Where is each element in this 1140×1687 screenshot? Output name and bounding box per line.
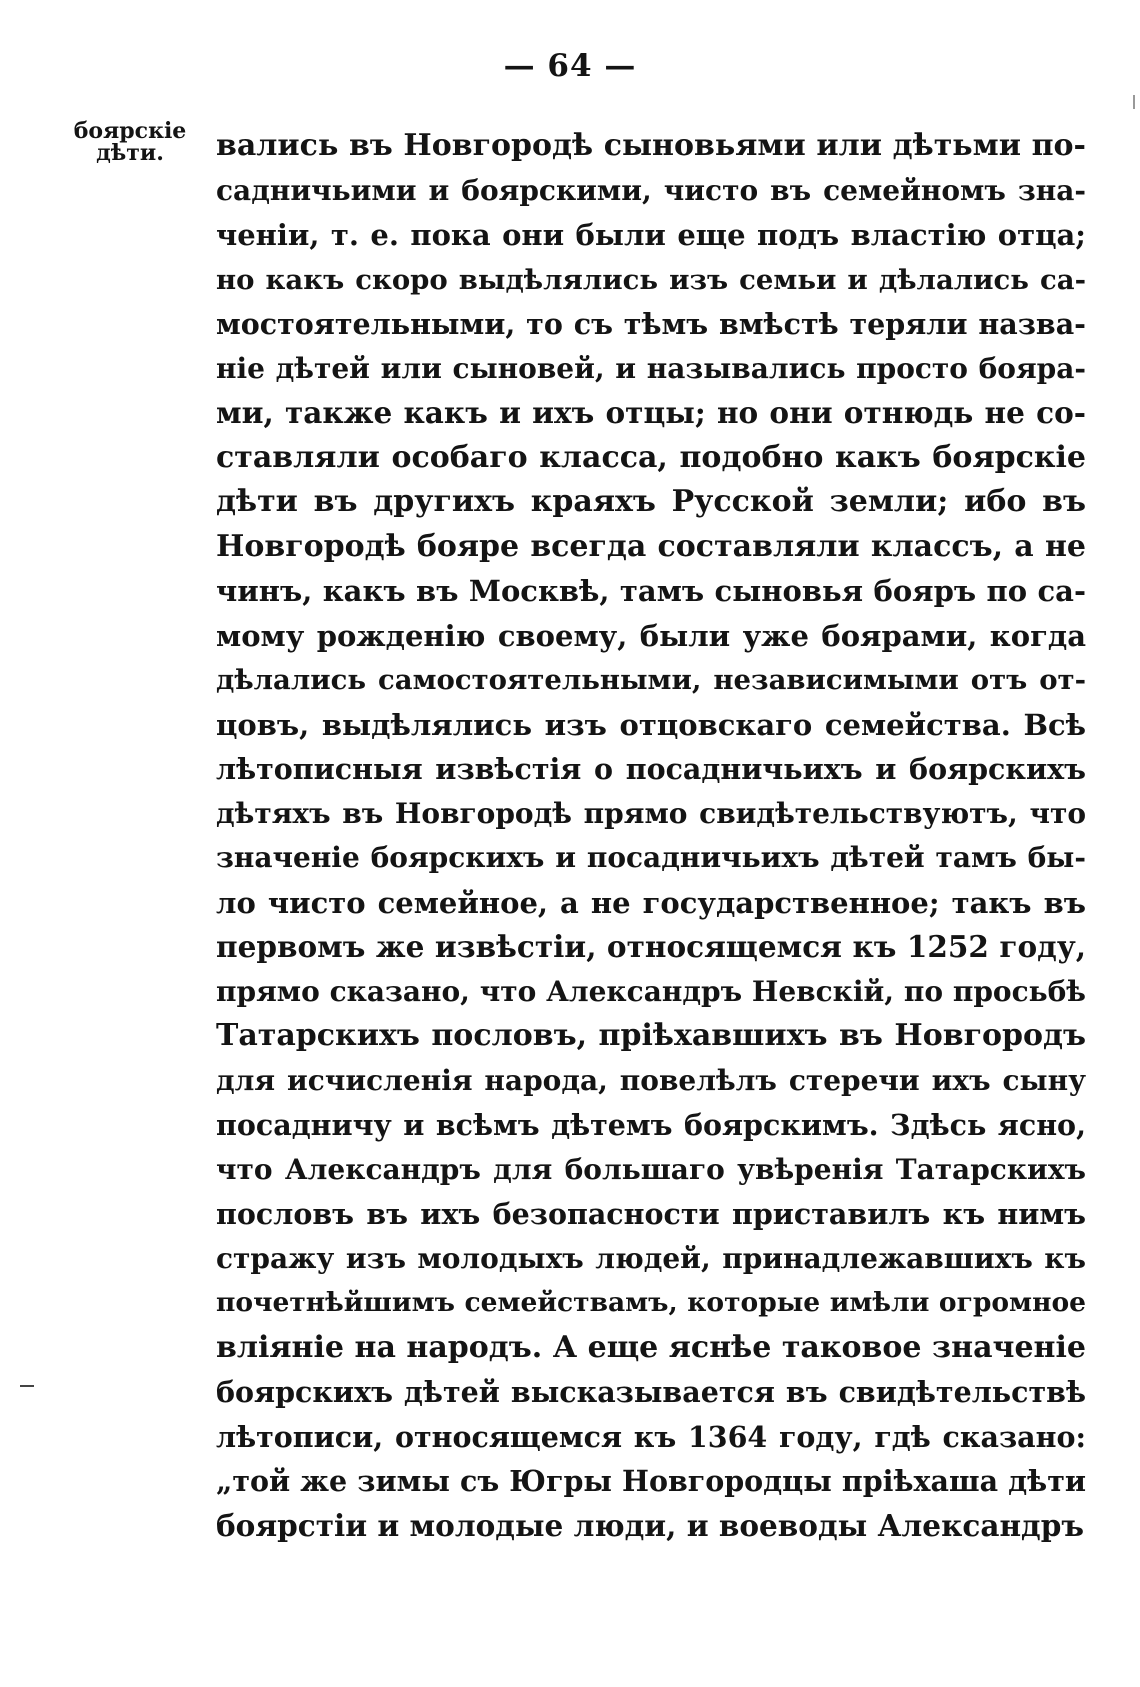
text-line: цовъ, выдѣлялись изъ отцовскаго семейства. Всѣ [216, 707, 1086, 742]
text-line: Татарскихъ пословъ, пріѣхавшихъ въ Новгородъ [216, 1018, 1086, 1053]
text-line: для исчисленія народа, повелѣлъ стеречи ихъ сыну [216, 1063, 1086, 1097]
text-line: „той же зимы съ Югры Новгородцы пріѣхаша дѣти [216, 1464, 1086, 1498]
text-line: мостоятельными, то съ тѣмъ вмѣстѣ теряли назва- [216, 307, 1086, 341]
text-line: дѣлались самостоятельными, независимыми отъ от- [216, 664, 1086, 696]
scan-mark [20, 1385, 34, 1387]
text-line: дѣтяхъ въ Новгородѣ прямо свидѣтельствуютъ, что [216, 796, 1086, 830]
text-line: лѣтописи, относящемся къ 1364 году, гдѣ сказано: [216, 1419, 1086, 1454]
margin-note [70, 120, 190, 164]
text-line: боярстіи и молодые люди, и воеводы Александръ [216, 1507, 1084, 1543]
text-line: стражу изъ молодыхъ людей, принадлежавшихъ къ [216, 1241, 1086, 1275]
text-line: вліяніе на народъ. А еще яснѣе таковое значеніе [216, 1329, 1086, 1365]
text-line: чинъ, какъ въ Москвѣ, тамъ сыновья бояръ по са- [216, 574, 1086, 608]
text-line: но какъ скоро выдѣлялись изъ семьи и дѣлались са- [216, 263, 1086, 296]
scan-mark [1133, 95, 1135, 109]
text-line: мому рожденію своему, были уже боярами, когда [216, 618, 1086, 653]
page-number: — 64 — [503, 48, 637, 84]
margin-note-line: дѣти. [96, 140, 164, 166]
margin-note-line: боярскіе [73, 118, 187, 144]
text-line: ніе дѣтей или сыновей, и назывались просто бояра- [216, 351, 1086, 385]
text-line: дѣти въ другихъ краяхъ Русской земли; ибо въ [216, 484, 1086, 519]
text-line: ченіи, т. е. пока они были еще подъ властію отца; [216, 218, 1086, 252]
text-line: прямо сказано, что Александръ Невскій, по просьбѣ [216, 974, 1086, 1008]
body-text [216, 124, 1086, 1548]
text-line: боярскихъ дѣтей высказывается въ свидѣтельствѣ [216, 1375, 1086, 1409]
text-line: что Александръ для большаго увѣренія Татарскихъ [216, 1152, 1086, 1186]
text-line: вались въ Новгородѣ сыновьями или дѣтьми по- [216, 128, 1086, 163]
text-line: ми, также какъ и ихъ отцы; но они отнюдь не со- [216, 395, 1086, 430]
text-line: ставляли особаго класса, подобно какъ боярскіе [216, 439, 1086, 475]
text-line: ло чисто семейное, а не государственное; такъ въ [216, 885, 1086, 920]
text-line: пословъ въ ихъ безопасности приставилъ къ нимъ [216, 1197, 1086, 1231]
text-line: Новгородѣ бояре всегда составляли классъ, а не [216, 528, 1086, 564]
text-line: садничьими и боярскими, чисто въ семейномъ зна- [216, 173, 1086, 207]
text-line: первомъ же извѣстіи, относящемся къ 1252 году, [216, 929, 1086, 964]
text-line: посадничу и всѣмъ дѣтемъ боярскимъ. Здѣсь ясно, [216, 1108, 1086, 1142]
text-line: значеніе боярскихъ и посадничьихъ дѣтей тамъ бы- [216, 841, 1086, 874]
text-line: лѣтописныя извѣстія о посадничьихъ и боярскихъ [216, 752, 1086, 786]
text-line: почетнѣйшимъ семействамъ, которые имѣли огромное [216, 1287, 1086, 1318]
